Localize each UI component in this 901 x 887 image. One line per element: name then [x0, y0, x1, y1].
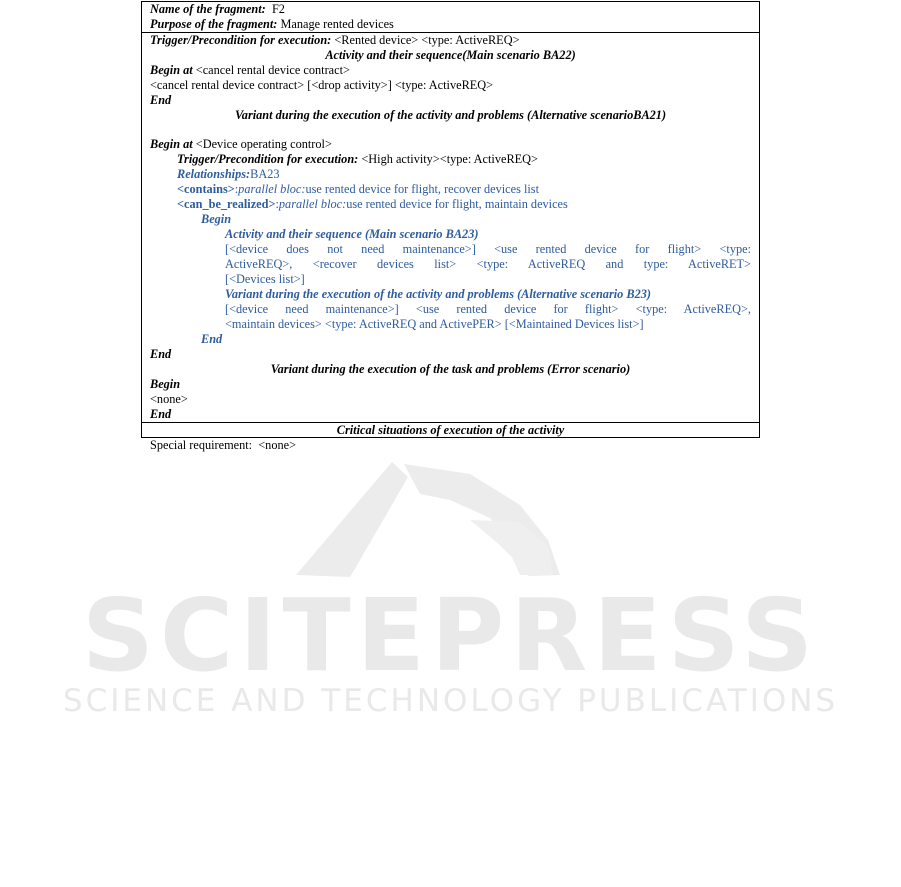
special-requirement-value: <none>	[258, 438, 297, 452]
special-requirement-row	[142, 438, 759, 453]
error-scenario-heading: Variant during the execution of the task and problems (Error scenario)	[270, 362, 631, 376]
inner-alternative-heading: Variant during the execution of the activity and problems (Alternative scenario B23)	[225, 287, 651, 301]
contains-separator: :	[234, 182, 239, 196]
trigger-high-activity-row	[142, 152, 759, 167]
main-section	[142, 33, 759, 423]
can-be-realized-mode: parallel bloc:	[278, 197, 347, 211]
critical-heading: Critical situations of execution of the activity	[336, 423, 565, 437]
end-keyword: End	[150, 93, 172, 107]
blank-spacer	[142, 123, 759, 137]
inner-main-line-3: [<Devices list>]	[225, 272, 305, 286]
watermark-subtitle: SCIENCE AND TECHNOLOGY PUBLICATIONS	[62, 683, 839, 719]
inner-main-line-1: [<device does not need maintenance>] <use rented device for flight> <type:	[225, 242, 751, 256]
contains-mode: parallel bloc:	[238, 182, 306, 196]
begin-keyword: Begin	[150, 377, 181, 391]
inner-alternative-line-1: [<device need maintenance>] <use rented device for flight> <type: ActiveREQ>,	[225, 302, 751, 316]
contains-row	[142, 182, 759, 197]
begin-at-row	[142, 63, 759, 78]
cancel-contract-line: <cancel rental device contract> [<drop activity>] <type: ActiveREQ>	[150, 78, 494, 92]
main-scenario-heading: Activity and their sequence(Main scenario BA22)	[325, 48, 576, 62]
relationships-row	[142, 167, 759, 182]
none-value: <none>	[150, 392, 188, 406]
can-be-realized-value: use rented device for flight, maintain devices	[346, 197, 568, 211]
can-be-realized-label: <can_be_realized>	[177, 197, 276, 211]
fragment-purpose-row	[142, 17, 759, 32]
watermark-title: SCITEPRESS	[81, 577, 820, 694]
alternative-scenario-heading: Variant during the execution of the activity and problems (Alternative scenarioBA21)	[234, 108, 667, 122]
fragment-header-section	[142, 2, 759, 33]
inner-end-keyword: End	[201, 332, 223, 346]
trigger-label: Trigger/Precondition for execution:	[177, 152, 359, 166]
trigger-row	[142, 33, 759, 48]
critical-section	[142, 423, 759, 453]
relationships-label: Relationships:	[177, 167, 251, 181]
inner-alternative-line-2: <maintain devices> <type: ActiveREQ and ActivePER> [<Maintained Devices list>]	[225, 317, 644, 331]
fragment-name-row	[142, 2, 759, 17]
trigger-label: Trigger/Precondition for execution:	[150, 33, 332, 47]
begin-at-label: Begin at	[150, 137, 193, 151]
inner-main-scenario-heading: Activity and their sequence (Main scenario BA23)	[225, 227, 479, 241]
fragment-purpose-label: Purpose of the fragment:	[150, 17, 278, 31]
contains-label: <contains>	[177, 182, 235, 196]
inner-begin-keyword: Begin	[201, 212, 232, 226]
contains-value: use rented device for flight, recover devices list	[305, 182, 539, 196]
begin-at-value: <Device operating control>	[195, 137, 332, 151]
begin-at-value: <cancel rental device contract>	[195, 63, 350, 77]
can-be-realized-separator: :	[275, 197, 279, 211]
fragment-table	[141, 1, 760, 452]
fragment-name-value: F2	[271, 2, 285, 16]
begin-at-label: Begin at	[150, 63, 193, 77]
begin-at-device-row	[142, 137, 759, 152]
end-keyword: End	[150, 407, 172, 421]
trigger-value: <High activity><type: ActiveREQ>	[361, 152, 538, 166]
fragment-purpose-value: Manage rented devices	[280, 17, 394, 31]
inner-main-line-2: ActiveREQ>, <recover devices list> <type: ActiveREQ and type: ActiveRET>	[225, 257, 751, 271]
can-be-realized-row	[142, 197, 759, 212]
trigger-value: <Rented device> <type: ActiveREQ>	[334, 33, 520, 47]
relationships-value: BA23	[250, 167, 280, 181]
end-keyword: End	[150, 347, 172, 361]
special-requirement-label: Special requirement:	[150, 438, 253, 452]
fragment-name-label: Name of the fragment:	[150, 2, 266, 16]
